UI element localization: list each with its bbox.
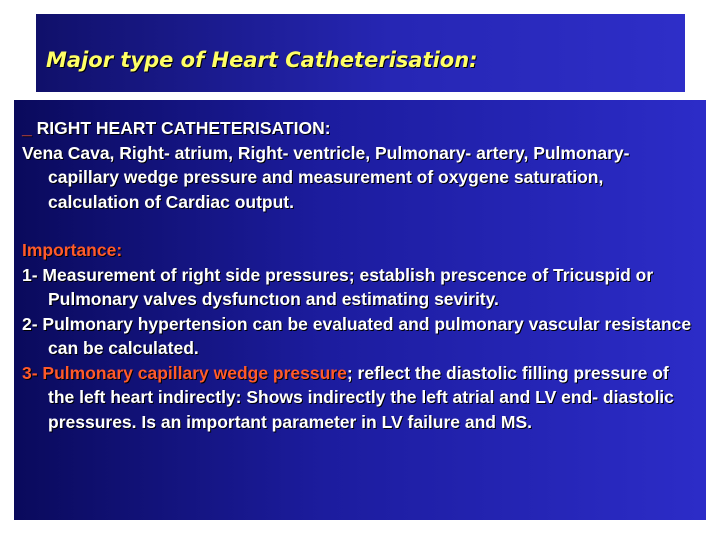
spacer	[22, 214, 698, 238]
importance-item-1: 1- Measurement of right side pressures; establish prescence of Tricuspid or Pulmonary valves dysfunctıon and estimating sevirity.	[22, 264, 654, 309]
section-heading: RIGHT HEART CATHETERISATION:	[36, 118, 331, 138]
section-body: Vena Cava, Right- atrium, Right- ventricle, Pulmonary- artery, Pulmonary- capillary wedge pressure and measurement of oxygene saturation, calculation of Cardiac output.	[22, 142, 630, 212]
content-panel	[14, 100, 706, 520]
importance-heading: Importance:	[22, 240, 123, 260]
content-text	[22, 116, 698, 434]
importance-item-2: 2- Pulmonary hypertension can be evaluated and pulmonary vascular resistance can be calculated.	[22, 313, 692, 358]
bullet-marker: _	[22, 118, 32, 138]
section-heading-line	[22, 116, 698, 141]
importance-item-3-text: ; reflect the diastolic filling pressure of the left heart indirectly: Shows indirectly the left atrial and LV end- diastolic pressures. Is an important parameter in LV failure and MS.	[48, 362, 674, 432]
importance-item-3-highlight: 3- Pulmonary capillary wedge pressure	[22, 362, 347, 383]
title-panel	[36, 14, 685, 92]
slide-title: Major type of Heart Catheterisation:	[46, 48, 478, 72]
importance-item-3	[22, 361, 698, 435]
